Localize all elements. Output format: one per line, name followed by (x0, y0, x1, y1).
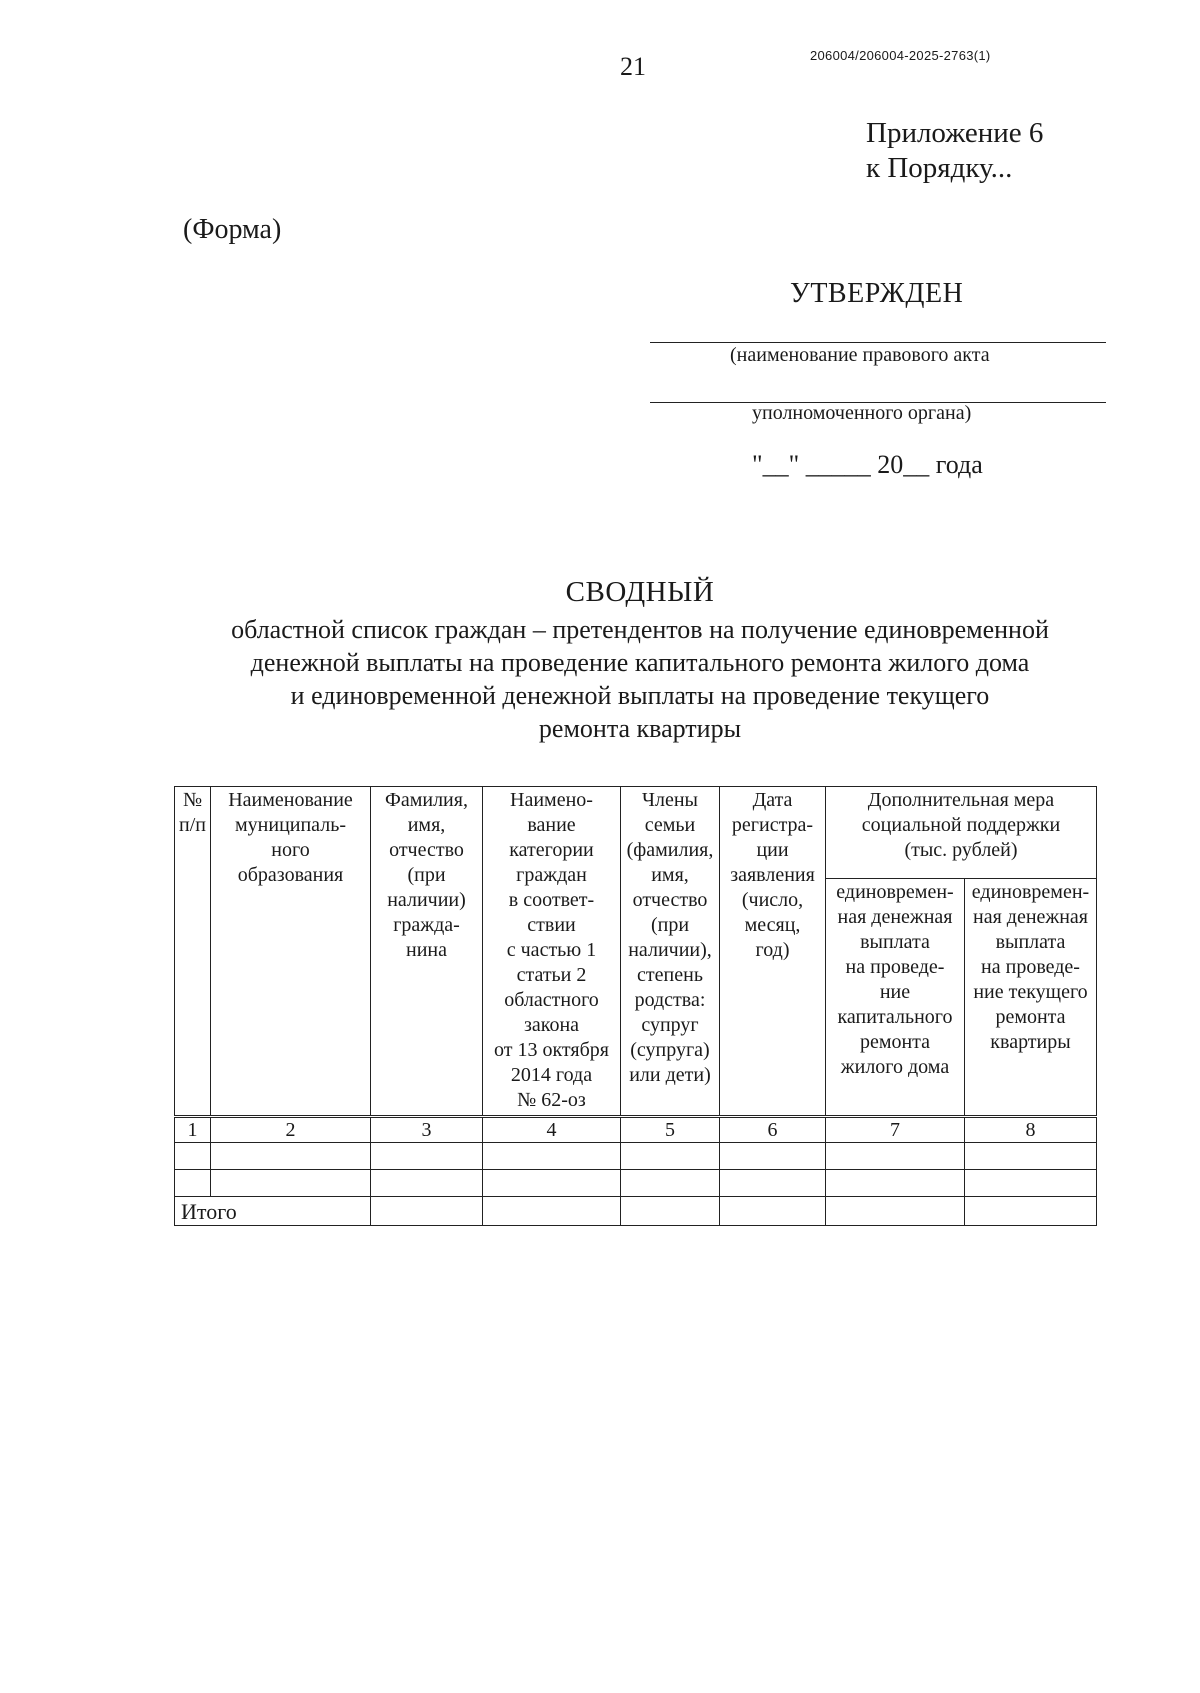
header-text-line: на проведе- (981, 955, 1080, 978)
header-text-line: ствии (527, 914, 576, 936)
header-text-line: (число, (741, 889, 804, 911)
header-text-line: наличии), (628, 939, 712, 961)
header-text-line: (тыс. рублей) (904, 839, 1018, 861)
header-text-line: степень (637, 964, 703, 986)
header-text-line: единовремен- (836, 880, 954, 903)
header-text-line: отчество (389, 839, 464, 861)
header-text-line: ние текущего (973, 980, 1088, 1003)
column-number: 2 (211, 1117, 371, 1143)
authority-caption: уполномоченного органа) (752, 402, 972, 424)
header-text-line: месяц, (744, 914, 801, 936)
header-text-line: на проведе- (845, 955, 945, 978)
appendix-line: Приложение 6 (866, 117, 1044, 149)
empty-cell[interactable] (621, 1197, 720, 1226)
header-text-line: (супруга) (630, 1039, 710, 1061)
empty-cell[interactable] (965, 1197, 1097, 1226)
header-text-line: от 13 октября (494, 1039, 609, 1061)
legal-act-caption: (наименование правового акта (730, 344, 990, 366)
header-text-line: выплата (860, 930, 930, 953)
empty-cell[interactable] (621, 1170, 720, 1197)
header-text-line: муниципаль- (235, 814, 346, 836)
header-text-line: единовремен- (971, 880, 1090, 903)
title-line: ремонта квартиры (538, 714, 742, 743)
table-header-row (175, 787, 1097, 879)
header-text-line: квартиры (990, 1030, 1071, 1053)
document-title (150, 576, 1130, 745)
header-text-line: вание (527, 814, 576, 836)
header-text-line: ние (879, 980, 911, 1003)
header-cell (211, 787, 371, 1117)
header-text-line: выплата (995, 930, 1066, 953)
header-cell (371, 787, 483, 1117)
header-text-line: жилого дома (840, 1055, 950, 1078)
empty-cell[interactable] (720, 1143, 826, 1170)
header-text-line: супруг (641, 1014, 699, 1036)
signature-line (650, 342, 1106, 343)
header-cell (483, 787, 621, 1117)
header-text-line: образования (237, 864, 344, 886)
appendix-line: к Порядку... (866, 152, 1013, 184)
header-text-line: с частью 1 (506, 939, 597, 961)
header-text-line: регистра- (731, 814, 814, 836)
empty-cell[interactable] (965, 1143, 1097, 1170)
header-text-line: № (182, 789, 203, 811)
empty-cell[interactable] (483, 1143, 621, 1170)
header-text-line: семьи (644, 814, 696, 836)
header-text-line: родства: (634, 989, 706, 1011)
column-number: 5 (621, 1117, 720, 1143)
header-cell (720, 787, 826, 1117)
header-text-line: (при (650, 914, 690, 936)
title-subtitle (150, 613, 1130, 745)
empty-cell[interactable] (175, 1143, 211, 1170)
empty-cell[interactable] (826, 1197, 965, 1226)
appendix-reference (866, 116, 1043, 186)
column-number: 4 (483, 1117, 621, 1143)
header-cell (621, 787, 720, 1117)
header-cell (175, 787, 211, 1117)
column-number-row (175, 1117, 1097, 1143)
header-text-line: № 62-оз (517, 1089, 586, 1111)
table-row (175, 1143, 1097, 1170)
column-number: 6 (720, 1117, 826, 1143)
header-text-line: (при (407, 864, 446, 886)
header-text-line: Наимено- (510, 789, 593, 811)
empty-cell[interactable] (211, 1143, 371, 1170)
empty-cell[interactable] (483, 1197, 621, 1226)
header-text-line: областного (504, 989, 599, 1011)
header-text-line: ная денежная (972, 905, 1088, 928)
total-label: Итого (175, 1197, 371, 1226)
header-text-line: гражда- (393, 914, 460, 936)
header-text-line: п/п (179, 814, 206, 836)
header-text-line: ремонта (859, 1030, 931, 1053)
column-number: 1 (175, 1117, 211, 1143)
empty-cell[interactable] (720, 1170, 826, 1197)
empty-cell[interactable] (371, 1143, 483, 1170)
empty-cell[interactable] (720, 1197, 826, 1226)
form-label: (Форма) (183, 214, 282, 245)
header-text-line: наличии) (387, 889, 466, 911)
document-id: 206004/206004-2025-2763(1) (810, 48, 991, 63)
title-line: денежной выплаты на проведение капитального ремонта жилого дома (250, 648, 1030, 677)
header-text-line: отчество (632, 889, 708, 911)
empty-cell[interactable] (371, 1170, 483, 1197)
header-text-line: нина (406, 939, 447, 961)
total-row (175, 1197, 1097, 1226)
empty-cell[interactable] (826, 1143, 965, 1170)
subheader-cell (965, 878, 1097, 1116)
header-text-line: ции (756, 839, 789, 861)
title-line: и единовременной денежной выплаты на проведение текущего (290, 681, 990, 710)
title-line: областной список граждан – претендентов на получение единовременной (231, 615, 1049, 644)
column-number: 8 (965, 1117, 1097, 1143)
citizens-list-table (174, 786, 1097, 1226)
header-text-line: Дополнительная мера (867, 789, 1055, 811)
header-text-line: (фамилия, (626, 839, 714, 861)
empty-cell[interactable] (826, 1170, 965, 1197)
header-text-line: ная денежная (837, 905, 953, 928)
header-text-line: социальной поддержки (861, 814, 1061, 836)
header-text-line: капитального (837, 1005, 953, 1028)
header-text-line: Фамилия, (385, 789, 468, 811)
table-row (175, 1170, 1097, 1197)
header-text-line: в соответ- (508, 889, 595, 911)
empty-cell[interactable] (965, 1170, 1097, 1197)
header-text-line: имя, (407, 814, 446, 836)
column-number: 7 (826, 1117, 965, 1143)
header-text-line: статьи 2 (516, 964, 587, 986)
page-number: 21 (620, 52, 646, 81)
header-text-line: Члены (642, 789, 698, 811)
empty-cell[interactable] (621, 1143, 720, 1170)
empty-cell[interactable] (371, 1197, 483, 1226)
subheader-cell (826, 878, 965, 1116)
header-text-line: Наименование (228, 789, 353, 811)
group-header-cell (826, 787, 1097, 879)
header-text-line: категории (509, 839, 594, 861)
header-text-line: ремонта (995, 1005, 1066, 1028)
header-text-line: закона (523, 1014, 580, 1036)
header-text-line: Дата (752, 789, 793, 811)
title-main: СВОДНЫЙ (565, 576, 715, 608)
empty-cell[interactable] (483, 1170, 621, 1197)
header-text-line: граждан (516, 864, 587, 886)
header-text-line: год) (755, 939, 790, 961)
approved-heading: УТВЕРЖДЕН (790, 278, 964, 309)
header-text-line: или дети) (629, 1064, 711, 1086)
header-text-line: заявления (730, 864, 815, 886)
header-text-line: ного (271, 839, 310, 861)
approval-date-line: "__" _____ 20__ года (752, 450, 983, 479)
header-text-line: имя, (651, 864, 689, 886)
empty-cell[interactable] (175, 1170, 211, 1197)
header-text-line: 2014 года (510, 1064, 593, 1086)
column-number: 3 (371, 1117, 483, 1143)
empty-cell[interactable] (211, 1170, 371, 1197)
